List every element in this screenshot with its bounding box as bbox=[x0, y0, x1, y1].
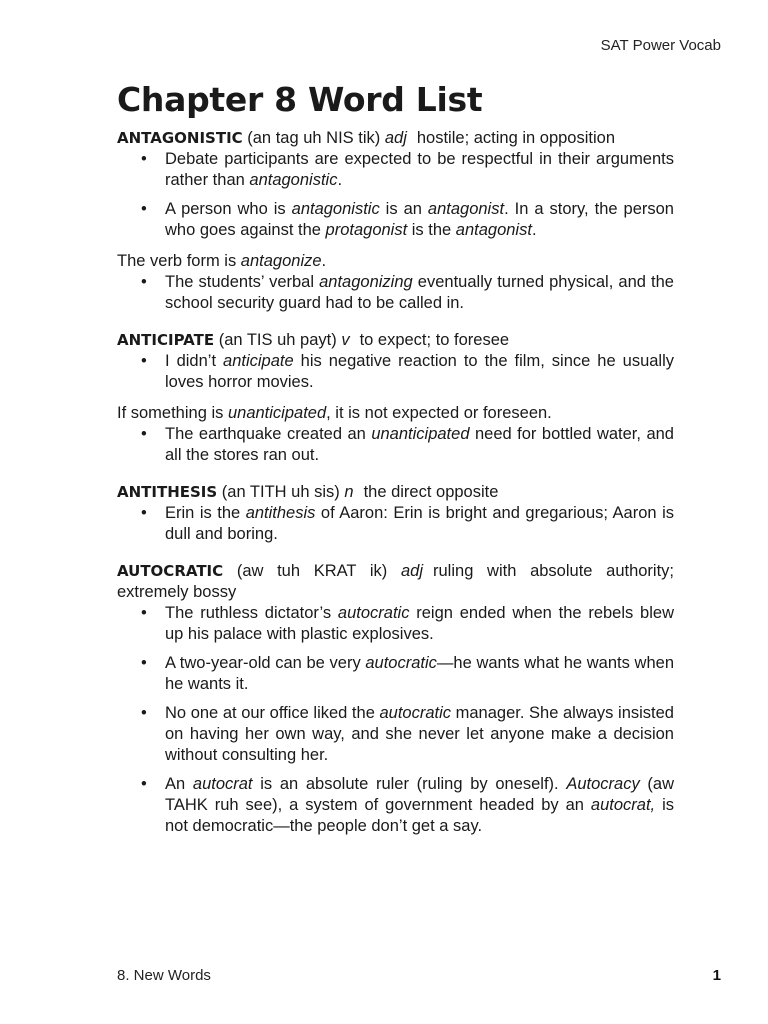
text-run: The students’ verbal bbox=[165, 273, 320, 291]
text-run: eventually turned physical, and the school security guard had to be called in. bbox=[165, 273, 674, 312]
italic-term: antithesis bbox=[245, 504, 316, 522]
example-list bbox=[117, 351, 674, 393]
italic-term: antagonize bbox=[240, 252, 322, 270]
example-list bbox=[117, 603, 674, 837]
example-item bbox=[117, 774, 674, 837]
example-item bbox=[117, 703, 674, 766]
entry-head bbox=[117, 482, 674, 503]
word-list bbox=[117, 128, 674, 837]
example-list bbox=[117, 149, 674, 241]
text-run: manager. She always insisted on having her own way, and she never let anyone make a decision without consulting her. bbox=[165, 704, 674, 764]
page-content bbox=[117, 78, 674, 853]
example-item bbox=[117, 603, 674, 645]
part-of-speech: adj bbox=[400, 562, 424, 580]
text-run: —he wants what he wants when he wants it. bbox=[165, 654, 674, 693]
example-item bbox=[117, 199, 674, 241]
example-item bbox=[117, 149, 674, 191]
bullet-icon: • bbox=[141, 150, 147, 168]
definition: the direct opposite bbox=[363, 483, 499, 501]
italic-term: antagonist bbox=[455, 221, 532, 239]
italic-term: antagonistic bbox=[249, 171, 338, 189]
part-of-speech: n bbox=[344, 483, 354, 501]
entry-autocratic bbox=[117, 561, 674, 837]
italic-term: antagonist bbox=[427, 200, 505, 218]
bullet-icon: • bbox=[141, 352, 147, 370]
bullet-icon: • bbox=[141, 654, 147, 672]
italic-term: unanticipated bbox=[227, 404, 327, 422]
text-run: No one at our office liked the bbox=[165, 704, 380, 722]
example-list bbox=[117, 424, 674, 466]
bullet-icon: • bbox=[141, 604, 147, 622]
definition: hostile; acting in opposition bbox=[416, 129, 616, 147]
part-of-speech: v bbox=[341, 331, 350, 349]
pronunciation: (an TITH uh sis) bbox=[221, 483, 340, 501]
footer-section: 8. New Words bbox=[117, 967, 211, 984]
bullet-icon: • bbox=[141, 273, 147, 291]
entry-head bbox=[117, 561, 674, 603]
text-run: . In a story, the person who goes against the bbox=[165, 200, 674, 239]
running-header: SAT Power Vocab bbox=[600, 37, 721, 54]
italic-term: autocratic bbox=[365, 654, 437, 672]
text-run: . bbox=[321, 252, 327, 270]
example-item bbox=[117, 351, 674, 393]
headword: ANTAGONISTIC bbox=[117, 129, 243, 147]
chapter-title: Chapter 8 Word List bbox=[117, 80, 483, 119]
text-run: is an absolute ruler (ruling by oneself). bbox=[252, 775, 567, 793]
text-run: If something is bbox=[117, 404, 228, 422]
text-run: is not democratic—the people don’t get a say. bbox=[165, 796, 674, 835]
text-run: , it is not expected or foreseen. bbox=[326, 404, 552, 422]
text-run: reign ended when the rebels blew up his palace with plastic explosives. bbox=[165, 604, 674, 643]
text-run: Debate participants are expected to be respectful in their arguments rather than bbox=[165, 150, 674, 189]
text-run: (aw TAHK ruh see), a system of government headed by an bbox=[165, 775, 674, 814]
text-run: of Aaron: Erin is bright and gregarious; Aaron is dull and boring. bbox=[165, 504, 674, 543]
example-item bbox=[117, 424, 674, 466]
text-run: A person who is bbox=[165, 200, 292, 218]
italic-term: autocratic bbox=[379, 704, 452, 722]
italic-term: Autocracy bbox=[566, 775, 640, 793]
text-run: . bbox=[337, 171, 343, 189]
text-run: is the bbox=[407, 221, 456, 239]
italic-term: autocrat, bbox=[590, 796, 656, 814]
definition: ruling with absolute authority; extremely bossy bbox=[117, 562, 675, 601]
bullet-icon: • bbox=[141, 775, 147, 793]
note-paragraph bbox=[117, 251, 674, 272]
italic-term: autocratic bbox=[337, 604, 410, 622]
text-run: The verb form is bbox=[117, 252, 241, 270]
entry-anticipate bbox=[117, 330, 674, 466]
italic-term: antagonistic bbox=[291, 200, 380, 218]
entry-antagonistic bbox=[117, 128, 674, 314]
pronunciation: (an tag uh NIS tik) bbox=[247, 129, 381, 147]
example-list bbox=[117, 272, 674, 314]
example-item bbox=[117, 653, 674, 695]
text-run: is an bbox=[379, 200, 428, 218]
italic-term: unanticipated bbox=[371, 425, 470, 443]
headword: ANTICIPATE bbox=[117, 331, 215, 349]
text-run: . bbox=[531, 221, 537, 239]
part-of-speech: adj bbox=[384, 129, 407, 147]
pronunciation: (aw tuh KRAT ik) bbox=[236, 562, 388, 580]
bullet-icon: • bbox=[141, 704, 147, 722]
example-list bbox=[117, 503, 674, 545]
text-run: need for bottled water, and all the stores ran out. bbox=[165, 425, 674, 464]
note-paragraph bbox=[117, 403, 674, 424]
example-item bbox=[117, 272, 674, 314]
example-item bbox=[117, 503, 674, 545]
bullet-icon: • bbox=[141, 425, 147, 443]
italic-term: antagonizing bbox=[319, 273, 413, 291]
definition: to expect; to foresee bbox=[359, 331, 510, 349]
entry-head bbox=[117, 330, 674, 351]
text-run: Erin is the bbox=[165, 504, 246, 522]
headword: AUTOCRATIC bbox=[117, 562, 224, 580]
text-run: The ruthless dictator’s bbox=[165, 604, 338, 622]
text-run: his negative reaction to the film, since he usually loves horror movies. bbox=[165, 352, 675, 391]
bullet-icon: • bbox=[141, 504, 147, 522]
italic-term: anticipate bbox=[223, 352, 294, 370]
italic-term: autocrat bbox=[192, 775, 253, 793]
bullet-icon: • bbox=[141, 200, 147, 218]
text-run: I didn’t bbox=[165, 352, 224, 370]
entry-head bbox=[117, 128, 674, 149]
text-run: A two-year-old can be very bbox=[165, 654, 366, 672]
text-run: The earthquake created an bbox=[165, 425, 372, 443]
headword: ANTITHESIS bbox=[117, 483, 218, 501]
pronunciation: (an TIS uh payt) bbox=[218, 331, 337, 349]
text-run: An bbox=[165, 775, 193, 793]
entry-antithesis bbox=[117, 482, 674, 545]
italic-term: protagonist bbox=[325, 221, 408, 239]
page-number: 1 bbox=[712, 967, 721, 984]
